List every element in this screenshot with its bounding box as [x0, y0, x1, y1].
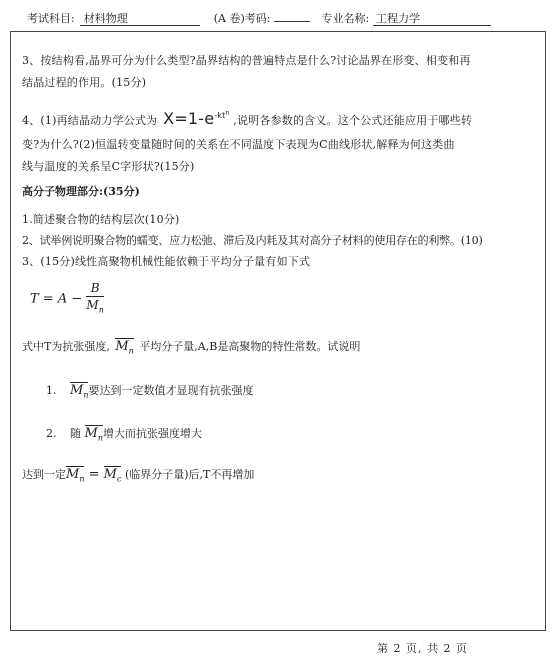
- item-2: 2. 随 $M_n$增大而抗张强度增大: [46, 425, 202, 446]
- polymer-q1: 1.简述聚合物的结构层次(10分): [22, 213, 180, 226]
- equation-fraction: $\frac{B}{M_n}$: [86, 281, 104, 315]
- q4-formula: $X=1-e^{-kt^n}$: [163, 108, 230, 128]
- question-3: [22, 50, 536, 94]
- final-symbol-mc: $M_c$: [104, 466, 122, 487]
- exam-header: [27, 10, 491, 26]
- q3-line1: 3、按结构看,晶界可分为什么类型?晶界结构的普遍特点是什么?讨论晶界在形变、相变和再: [22, 54, 471, 67]
- item-1: 1. $M_n$要达到一定数值才显现有抗张强度: [46, 382, 253, 403]
- polymer-q2: 2、试举例说明聚合物的蠕变、应力松弛、滞后及内耗及其对高分子材料的使用存在的利弊。(10): [22, 234, 483, 247]
- q4-line3: 线与温度的关系呈C字形状?(15分): [22, 159, 195, 173]
- q4-line1: [22, 100, 536, 134]
- major-value: 工程力学: [373, 12, 491, 26]
- polymer-questions: [22, 209, 536, 272]
- paper-type: (A 卷)考码:: [213, 12, 271, 25]
- section-title: 高分子物理部分:(35分): [22, 185, 140, 198]
- subject-label: 考试科目:: [27, 12, 75, 25]
- mn-symbol: $M_n$: [115, 338, 133, 359]
- q4-after-formula: ,说明各参数的含义。这个公式还能应用于哪些转: [233, 113, 473, 127]
- final-symbol-mn: $M_n$: [66, 466, 84, 487]
- q4-intro: 4、(1)再结晶动力学公式为: [22, 113, 158, 127]
- subject-value: 材料物理: [80, 12, 200, 26]
- item2-symbol: $M_n$: [85, 425, 103, 446]
- definition-line: 式中T为抗张强度, $M_n$ 平均分子量,A,B是高聚物的特性常数。试说明: [22, 338, 360, 359]
- q4-line2: 变?为什么?(2)恒温转变量随时间的关系在不同温度下表现为C曲线形状,解释为何这类曲: [22, 137, 455, 151]
- item1-symbol: $M_n$: [70, 382, 88, 403]
- polymer-q3: 3、(15分)线性高聚物机械性能依赖于平均分子量有如下式: [22, 255, 311, 268]
- code-value: [274, 21, 310, 22]
- major-label: 专业名称:: [321, 12, 370, 25]
- strength-equation: T = A − $\frac{B}{M_n}$: [30, 280, 104, 318]
- q3-line2: 结晶过程的作用。(15分): [22, 76, 147, 89]
- page-footer: 第 2 页, 共 2 页: [377, 642, 468, 655]
- question-4: [22, 100, 536, 178]
- final-statement: 达到一定$M_n = M_c$ (临界分子量)后,T不再增加: [22, 466, 254, 487]
